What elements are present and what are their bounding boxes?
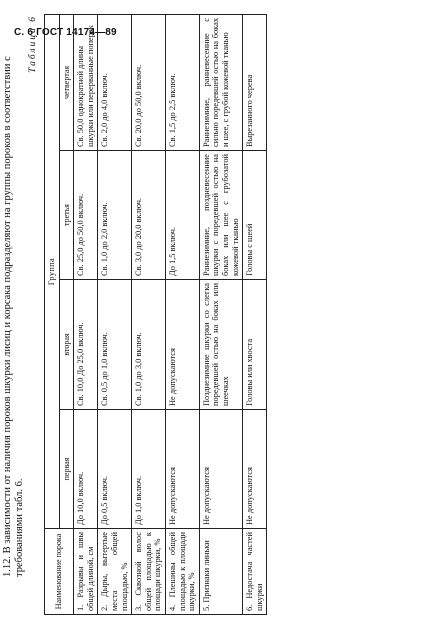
- row-cell: Раннезимние, поздневесенние шкурки с поредевшей остью на боках или шее с грубозатой кожевой тканью: [199, 151, 242, 280]
- row-cell: До 10,0 включ.: [74, 410, 98, 529]
- header-defect-name: Наименование порока: [45, 529, 74, 615]
- row-name: 6. Недостача частей шкурки: [243, 529, 267, 615]
- table-row: [199, 14, 242, 614]
- header-group-4: четвертая: [59, 14, 74, 150]
- row-cell: Не допускаются: [165, 280, 199, 410]
- row-cell: Раннезимние, ранневесенние с сильно поредевшей остью на боках и шее, с грубой кожевой тканью: [199, 14, 242, 150]
- table-row: [243, 14, 267, 614]
- row-name: 2. Дыры, вытертые места общей площадью, %: [98, 529, 132, 615]
- row-cell: До 1,5 включ.: [165, 151, 199, 280]
- table-header-row: [45, 14, 60, 614]
- row-cell: До 1,0 включ.: [132, 410, 166, 529]
- row-name: 3. Сквозной волос общей площадью к площади шкурки, %: [132, 529, 166, 615]
- row-cell: Св. 1,5 до 2,5 включ.: [165, 14, 199, 150]
- row-name: 4. Плешины общей площадью к площади шкурки, %: [165, 529, 199, 615]
- table-caption: Таблица 6: [28, 15, 38, 73]
- row-cell: Св. 0,5 до 1,0 включ.: [98, 280, 132, 410]
- row-cell: Не допускаются: [199, 410, 242, 529]
- row-cell: До 0,5 включ.: [98, 410, 132, 529]
- header-group: Группа: [45, 14, 60, 528]
- row-cell: Св. 1,0 до 2,0 включ.: [98, 151, 132, 280]
- row-cell: Св. 20,0 до 50,0 включ.: [132, 14, 166, 150]
- row-cell: Св. 50,0 однократной длины шкурки или перерванные поперек: [74, 14, 98, 150]
- table-row: [98, 14, 132, 614]
- header-group-3: третья: [59, 151, 74, 280]
- table-row: [132, 14, 166, 614]
- row-cell: Не допускаются: [165, 410, 199, 529]
- row-cell: Вырезанного черева: [243, 14, 267, 150]
- row-cell: Позднезимние шкурки со слегка поредевшей остью на боках или шеечках: [199, 280, 242, 410]
- row-name: 5. Признаки линьки: [199, 529, 242, 615]
- defects-table: [44, 14, 267, 615]
- row-name: 1. Разрывы и швы общей длиной, см: [74, 529, 98, 615]
- row-cell: Св. 1,0 до 3,0 включ.: [132, 280, 166, 410]
- row-cell: Св. 3,0 до 20,0 включ.: [132, 151, 166, 280]
- table-row: [74, 14, 98, 614]
- row-cell: Головы или хвоста: [243, 280, 267, 410]
- header-group-1: первая: [59, 410, 74, 529]
- row-cell: Св. 25,0 до 50,0 включ.: [74, 151, 98, 280]
- row-cell: Не допускаются: [243, 410, 267, 529]
- row-cell: Головы с шеей: [243, 151, 267, 280]
- table-row: [165, 14, 199, 614]
- header-group-2: вторая: [59, 280, 74, 410]
- clause-text: 1.12. В зависимости от наличия пороков шкурки лисиц и корсака подразделяют на группы пороков в соответствии с требованиями табл. 6.: [2, 56, 25, 577]
- row-cell: Св. 2,0 до 4,0 включ.: [98, 14, 132, 150]
- row-cell: Св. 10,0 До 25,0 включ.: [74, 280, 98, 410]
- page-header: С. 6 ГОСТ 14174—89: [14, 27, 117, 38]
- table-subheader-row: [59, 14, 74, 614]
